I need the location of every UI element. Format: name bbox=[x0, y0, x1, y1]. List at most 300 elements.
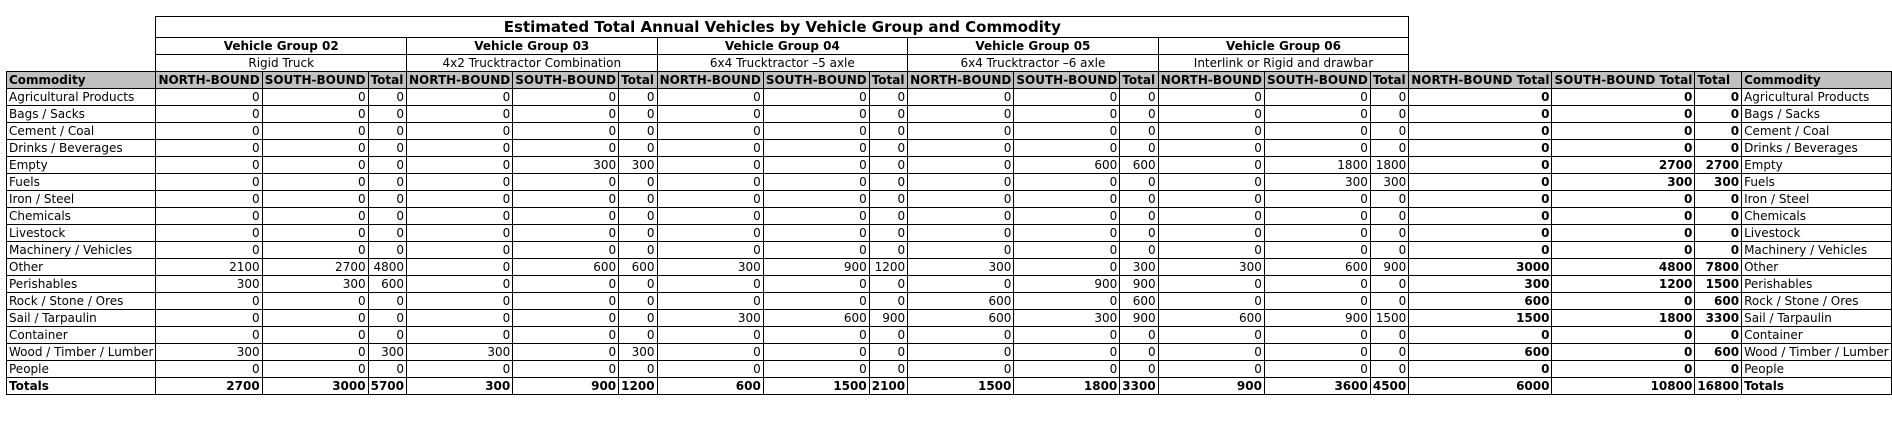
value-cell: 0 bbox=[1158, 157, 1264, 174]
summary-total-cell: 0 bbox=[1552, 140, 1695, 157]
vehicle-commodity-table bbox=[6, 16, 1892, 395]
value-cell: 0 bbox=[156, 106, 262, 123]
value-cell: 0 bbox=[262, 361, 368, 378]
value-cell: 0 bbox=[763, 327, 869, 344]
value-cell: 0 bbox=[513, 276, 619, 293]
summary-total-cell: 10800 bbox=[1552, 378, 1695, 395]
value-cell: 0 bbox=[1264, 106, 1370, 123]
value-cell: 0 bbox=[1370, 361, 1408, 378]
value-cell: 0 bbox=[763, 225, 869, 242]
value-cell: 0 bbox=[908, 276, 1014, 293]
summary-total-cell: 2700 bbox=[1695, 157, 1742, 174]
value-cell: 0 bbox=[513, 361, 619, 378]
value-cell: 0 bbox=[407, 140, 513, 157]
value-cell: 0 bbox=[1014, 242, 1120, 259]
value-cell: 0 bbox=[619, 106, 657, 123]
value-cell: 0 bbox=[1158, 361, 1264, 378]
value-cell: 0 bbox=[619, 276, 657, 293]
column-header-commodity: Commodity bbox=[7, 72, 156, 89]
value-cell: 0 bbox=[156, 89, 262, 106]
value-cell: 0 bbox=[763, 242, 869, 259]
value-cell: 0 bbox=[869, 106, 907, 123]
value-cell: 0 bbox=[1120, 123, 1158, 140]
value-cell: 0 bbox=[619, 327, 657, 344]
value-cell: 0 bbox=[1370, 106, 1408, 123]
value-cell: 0 bbox=[1158, 225, 1264, 242]
value-cell: 300 bbox=[262, 276, 368, 293]
value-cell: 0 bbox=[657, 344, 763, 361]
value-cell: 0 bbox=[657, 327, 763, 344]
value-cell: 0 bbox=[869, 344, 907, 361]
value-cell: 0 bbox=[513, 310, 619, 327]
commodity-cell: Machinery / Vehicles bbox=[7, 242, 156, 259]
summary-total-cell: 4800 bbox=[1552, 259, 1695, 276]
value-cell: 0 bbox=[657, 361, 763, 378]
vehicle-group-description: 6x4 Trucktractor –6 axle bbox=[908, 55, 1159, 72]
value-cell: 0 bbox=[156, 225, 262, 242]
value-cell: 2100 bbox=[156, 259, 262, 276]
summary-total-cell: 0 bbox=[1695, 225, 1742, 242]
value-cell: 0 bbox=[869, 276, 907, 293]
column-header-northbound: NORTH-BOUND bbox=[908, 72, 1014, 89]
value-cell: 0 bbox=[368, 174, 406, 191]
column-header-commodity-right: Commodity bbox=[1742, 72, 1891, 89]
summary-total-cell: 0 bbox=[1695, 327, 1742, 344]
value-cell: 0 bbox=[1014, 208, 1120, 225]
table-row bbox=[7, 106, 1892, 123]
value-cell: 900 bbox=[1120, 310, 1158, 327]
value-cell: 0 bbox=[156, 208, 262, 225]
value-cell: 0 bbox=[156, 327, 262, 344]
value-cell: 300 bbox=[1264, 174, 1370, 191]
value-cell: 0 bbox=[869, 225, 907, 242]
vehicle-group-name: Vehicle Group 04 bbox=[657, 38, 908, 55]
column-header-total: Total bbox=[368, 72, 406, 89]
value-cell: 300 bbox=[156, 344, 262, 361]
value-cell: 0 bbox=[513, 327, 619, 344]
summary-total-cell: 0 bbox=[1409, 89, 1552, 106]
summary-total-cell: 0 bbox=[1695, 361, 1742, 378]
value-cell: 0 bbox=[513, 344, 619, 361]
value-cell: 300 bbox=[1120, 259, 1158, 276]
value-cell: 0 bbox=[1370, 123, 1408, 140]
summary-total-cell: 0 bbox=[1695, 242, 1742, 259]
column-header-northbound: NORTH-BOUND bbox=[407, 72, 513, 89]
value-cell: 0 bbox=[908, 208, 1014, 225]
value-cell: 0 bbox=[1158, 293, 1264, 310]
value-cell: 1200 bbox=[619, 378, 657, 395]
value-cell: 900 bbox=[1014, 276, 1120, 293]
value-cell: 0 bbox=[1014, 106, 1120, 123]
summary-total-cell: 0 bbox=[1552, 191, 1695, 208]
blank-cell bbox=[7, 17, 156, 38]
commodity-cell-right: Agricultural Products bbox=[1742, 89, 1891, 106]
value-cell: 0 bbox=[763, 293, 869, 310]
commodity-cell: Fuels bbox=[7, 174, 156, 191]
table-row bbox=[7, 89, 1892, 106]
value-cell: 0 bbox=[1264, 344, 1370, 361]
column-header-total: Total bbox=[869, 72, 907, 89]
commodity-cell: Totals bbox=[7, 378, 156, 395]
value-cell: 0 bbox=[262, 225, 368, 242]
commodity-cell-right: Chemicals bbox=[1742, 208, 1891, 225]
summary-total-cell: 0 bbox=[1409, 327, 1552, 344]
value-cell: 0 bbox=[1158, 276, 1264, 293]
summary-total-cell: 1500 bbox=[1695, 276, 1742, 293]
commodity-cell: Sail / Tarpaulin bbox=[7, 310, 156, 327]
value-cell: 300 bbox=[407, 344, 513, 361]
value-cell: 0 bbox=[156, 310, 262, 327]
value-cell: 300 bbox=[368, 344, 406, 361]
value-cell: 300 bbox=[619, 344, 657, 361]
value-cell: 0 bbox=[407, 293, 513, 310]
summary-total-cell: 0 bbox=[1552, 225, 1695, 242]
summary-total-cell: 0 bbox=[1552, 344, 1695, 361]
summary-total-cell: 0 bbox=[1409, 140, 1552, 157]
summary-total-cell: 0 bbox=[1552, 293, 1695, 310]
value-cell: 600 bbox=[619, 259, 657, 276]
commodity-cell: Drinks / Beverages bbox=[7, 140, 156, 157]
value-cell: 600 bbox=[1264, 259, 1370, 276]
value-cell: 0 bbox=[763, 106, 869, 123]
column-header-southbound-total: SOUTH-BOUND Total bbox=[1552, 72, 1695, 89]
value-cell: 0 bbox=[368, 89, 406, 106]
value-cell: 0 bbox=[763, 157, 869, 174]
value-cell: 0 bbox=[908, 157, 1014, 174]
commodity-cell: Iron / Steel bbox=[7, 191, 156, 208]
commodity-cell-right: Container bbox=[1742, 327, 1891, 344]
value-cell: 0 bbox=[908, 361, 1014, 378]
column-header-northbound: NORTH-BOUND bbox=[657, 72, 763, 89]
summary-total-cell: 0 bbox=[1695, 89, 1742, 106]
value-cell: 0 bbox=[908, 174, 1014, 191]
value-cell: 0 bbox=[763, 123, 869, 140]
vehicle-group-name: Vehicle Group 02 bbox=[156, 38, 407, 55]
value-cell: 1800 bbox=[1014, 378, 1120, 395]
value-cell: 0 bbox=[1120, 344, 1158, 361]
value-cell: 0 bbox=[1370, 225, 1408, 242]
value-cell: 0 bbox=[657, 242, 763, 259]
value-cell: 0 bbox=[1264, 293, 1370, 310]
summary-total-cell: 0 bbox=[1552, 361, 1695, 378]
value-cell: 0 bbox=[619, 140, 657, 157]
summary-total-cell: 0 bbox=[1695, 140, 1742, 157]
summary-total-cell: 0 bbox=[1409, 174, 1552, 191]
summary-total-cell: 300 bbox=[1552, 174, 1695, 191]
summary-total-cell: 0 bbox=[1409, 123, 1552, 140]
summary-total-cell: 0 bbox=[1409, 106, 1552, 123]
blank-cell bbox=[1409, 55, 1891, 72]
commodity-cell: Other bbox=[7, 259, 156, 276]
vehicle-group-description: Rigid Truck bbox=[156, 55, 407, 72]
value-cell: 0 bbox=[1014, 361, 1120, 378]
value-cell: 0 bbox=[763, 89, 869, 106]
value-cell: 0 bbox=[1264, 276, 1370, 293]
commodity-cell: Bags / Sacks bbox=[7, 106, 156, 123]
summary-total-cell: 0 bbox=[1409, 157, 1552, 174]
summary-total-cell: 0 bbox=[1409, 242, 1552, 259]
value-cell: 600 bbox=[763, 310, 869, 327]
value-cell: 0 bbox=[869, 123, 907, 140]
value-cell: 0 bbox=[869, 361, 907, 378]
value-cell: 2700 bbox=[262, 259, 368, 276]
blank-cell bbox=[7, 38, 156, 55]
value-cell: 3000 bbox=[262, 378, 368, 395]
vehicle-group-name: Vehicle Group 06 bbox=[1158, 38, 1409, 55]
summary-total-cell: 0 bbox=[1552, 89, 1695, 106]
column-header-southbound: SOUTH-BOUND bbox=[1014, 72, 1120, 89]
value-cell: 0 bbox=[657, 157, 763, 174]
commodity-cell: Agricultural Products bbox=[7, 89, 156, 106]
value-cell: 600 bbox=[1120, 293, 1158, 310]
value-cell: 600 bbox=[657, 378, 763, 395]
value-cell: 0 bbox=[657, 89, 763, 106]
value-cell: 1800 bbox=[1264, 157, 1370, 174]
commodity-cell: Rock / Stone / Ores bbox=[7, 293, 156, 310]
commodity-cell: Chemicals bbox=[7, 208, 156, 225]
commodity-cell-right: Empty bbox=[1742, 157, 1891, 174]
value-cell: 300 bbox=[156, 276, 262, 293]
value-cell: 0 bbox=[1264, 191, 1370, 208]
value-cell: 0 bbox=[407, 191, 513, 208]
value-cell: 0 bbox=[407, 208, 513, 225]
commodity-cell: Wood / Timber / Lumber bbox=[7, 344, 156, 361]
value-cell: 0 bbox=[869, 174, 907, 191]
value-cell: 0 bbox=[908, 106, 1014, 123]
value-cell: 0 bbox=[1014, 89, 1120, 106]
value-cell: 0 bbox=[513, 208, 619, 225]
commodity-cell: Livestock bbox=[7, 225, 156, 242]
value-cell: 0 bbox=[513, 123, 619, 140]
value-cell: 2700 bbox=[156, 378, 262, 395]
value-cell: 0 bbox=[1120, 208, 1158, 225]
table-row bbox=[7, 123, 1892, 140]
value-cell: 0 bbox=[657, 174, 763, 191]
value-cell: 0 bbox=[1120, 327, 1158, 344]
value-cell: 0 bbox=[156, 293, 262, 310]
summary-total-cell: 3300 bbox=[1695, 310, 1742, 327]
value-cell: 0 bbox=[1014, 293, 1120, 310]
value-cell: 300 bbox=[513, 157, 619, 174]
value-cell: 3300 bbox=[1120, 378, 1158, 395]
summary-total-cell: 0 bbox=[1409, 191, 1552, 208]
value-cell: 300 bbox=[1158, 259, 1264, 276]
value-cell: 0 bbox=[908, 344, 1014, 361]
value-cell: 0 bbox=[407, 276, 513, 293]
value-cell: 0 bbox=[657, 140, 763, 157]
value-cell: 0 bbox=[156, 361, 262, 378]
value-cell: 300 bbox=[407, 378, 513, 395]
value-cell: 0 bbox=[869, 327, 907, 344]
value-cell: 0 bbox=[513, 225, 619, 242]
value-cell: 1200 bbox=[869, 259, 907, 276]
summary-total-cell: 2700 bbox=[1552, 157, 1695, 174]
commodity-cell-right: Livestock bbox=[1742, 225, 1891, 242]
value-cell: 0 bbox=[657, 191, 763, 208]
value-cell: 0 bbox=[368, 310, 406, 327]
value-cell: 0 bbox=[619, 123, 657, 140]
blank-cell bbox=[1409, 17, 1891, 38]
summary-total-cell: 0 bbox=[1552, 208, 1695, 225]
value-cell: 0 bbox=[407, 123, 513, 140]
value-cell: 0 bbox=[262, 106, 368, 123]
commodity-cell: Empty bbox=[7, 157, 156, 174]
column-header-southbound: SOUTH-BOUND bbox=[262, 72, 368, 89]
value-cell: 0 bbox=[1120, 191, 1158, 208]
summary-total-cell: 0 bbox=[1552, 123, 1695, 140]
value-cell: 0 bbox=[619, 361, 657, 378]
column-header-total: Total bbox=[1370, 72, 1408, 89]
value-cell: 0 bbox=[763, 344, 869, 361]
value-cell: 0 bbox=[1014, 174, 1120, 191]
value-cell: 1500 bbox=[763, 378, 869, 395]
value-cell: 0 bbox=[1370, 276, 1408, 293]
value-cell: 0 bbox=[368, 225, 406, 242]
commodity-cell-right: Iron / Steel bbox=[1742, 191, 1891, 208]
value-cell: 0 bbox=[1014, 191, 1120, 208]
value-cell: 2100 bbox=[869, 378, 907, 395]
value-cell: 0 bbox=[1158, 123, 1264, 140]
commodity-cell-right: Fuels bbox=[1742, 174, 1891, 191]
commodity-cell-right: Perishables bbox=[1742, 276, 1891, 293]
value-cell: 0 bbox=[1264, 208, 1370, 225]
table-row bbox=[7, 259, 1892, 276]
value-cell: 0 bbox=[1158, 89, 1264, 106]
value-cell: 0 bbox=[1370, 327, 1408, 344]
value-cell: 0 bbox=[763, 361, 869, 378]
summary-total-cell: 600 bbox=[1409, 344, 1552, 361]
value-cell: 900 bbox=[513, 378, 619, 395]
value-cell: 900 bbox=[1264, 310, 1370, 327]
table-row bbox=[7, 310, 1892, 327]
value-cell: 0 bbox=[1014, 259, 1120, 276]
value-cell: 0 bbox=[908, 327, 1014, 344]
commodity-cell: Container bbox=[7, 327, 156, 344]
value-cell: 0 bbox=[262, 123, 368, 140]
summary-total-cell: 300 bbox=[1409, 276, 1552, 293]
value-cell: 600 bbox=[908, 310, 1014, 327]
value-cell: 0 bbox=[262, 310, 368, 327]
value-cell: 0 bbox=[1014, 123, 1120, 140]
value-cell: 0 bbox=[513, 242, 619, 259]
commodity-cell-right: Bags / Sacks bbox=[1742, 106, 1891, 123]
value-cell: 0 bbox=[156, 140, 262, 157]
column-header-grand-total: Total bbox=[1695, 72, 1742, 89]
value-cell: 0 bbox=[1120, 106, 1158, 123]
value-cell: 0 bbox=[513, 140, 619, 157]
value-cell: 600 bbox=[1014, 157, 1120, 174]
value-cell: 0 bbox=[156, 123, 262, 140]
value-cell: 0 bbox=[908, 225, 1014, 242]
value-cell: 0 bbox=[407, 259, 513, 276]
value-cell: 0 bbox=[619, 293, 657, 310]
value-cell: 0 bbox=[368, 242, 406, 259]
value-cell: 0 bbox=[763, 174, 869, 191]
value-cell: 0 bbox=[619, 89, 657, 106]
value-cell: 4800 bbox=[368, 259, 406, 276]
value-cell: 0 bbox=[1158, 344, 1264, 361]
value-cell: 0 bbox=[407, 310, 513, 327]
value-cell: 0 bbox=[513, 293, 619, 310]
value-cell: 0 bbox=[1014, 140, 1120, 157]
value-cell: 300 bbox=[1370, 174, 1408, 191]
value-cell: 0 bbox=[1120, 225, 1158, 242]
value-cell: 0 bbox=[619, 208, 657, 225]
value-cell: 0 bbox=[368, 208, 406, 225]
value-cell: 0 bbox=[1120, 242, 1158, 259]
summary-total-cell: 7800 bbox=[1695, 259, 1742, 276]
value-cell: 0 bbox=[1264, 225, 1370, 242]
value-cell: 0 bbox=[407, 225, 513, 242]
value-cell: 0 bbox=[1370, 242, 1408, 259]
value-cell: 0 bbox=[1264, 89, 1370, 106]
value-cell: 0 bbox=[262, 89, 368, 106]
table-row bbox=[7, 327, 1892, 344]
value-cell: 0 bbox=[1158, 242, 1264, 259]
value-cell: 0 bbox=[1370, 344, 1408, 361]
value-cell: 0 bbox=[869, 157, 907, 174]
commodity-cell: Perishables bbox=[7, 276, 156, 293]
column-header-total: Total bbox=[1120, 72, 1158, 89]
value-cell: 0 bbox=[657, 123, 763, 140]
table-title: Estimated Total Annual Vehicles by Vehicle Group and Commodity bbox=[156, 17, 1409, 38]
table-row bbox=[7, 191, 1892, 208]
value-cell: 0 bbox=[262, 157, 368, 174]
value-cell: 0 bbox=[1120, 89, 1158, 106]
commodity-cell-right: Cement / Coal bbox=[1742, 123, 1891, 140]
value-cell: 0 bbox=[1370, 208, 1408, 225]
value-cell: 0 bbox=[1264, 242, 1370, 259]
value-cell: 0 bbox=[1158, 106, 1264, 123]
value-cell: 5700 bbox=[368, 378, 406, 395]
column-header-northbound: NORTH-BOUND bbox=[1158, 72, 1264, 89]
value-cell: 0 bbox=[368, 123, 406, 140]
table-row bbox=[7, 276, 1892, 293]
value-cell: 0 bbox=[513, 191, 619, 208]
value-cell: 0 bbox=[1014, 327, 1120, 344]
summary-total-cell: 0 bbox=[1695, 191, 1742, 208]
vehicle-group-description: 6x4 Trucktractor –5 axle bbox=[657, 55, 908, 72]
value-cell: 0 bbox=[262, 293, 368, 310]
value-cell: 0 bbox=[869, 242, 907, 259]
value-cell: 4500 bbox=[1370, 378, 1408, 395]
summary-total-cell: 0 bbox=[1695, 208, 1742, 225]
value-cell: 0 bbox=[407, 242, 513, 259]
value-cell: 0 bbox=[1264, 361, 1370, 378]
value-cell: 0 bbox=[1158, 174, 1264, 191]
value-cell: 0 bbox=[1264, 140, 1370, 157]
blank-cell bbox=[7, 55, 156, 72]
value-cell: 1500 bbox=[1370, 310, 1408, 327]
summary-total-cell: 0 bbox=[1552, 327, 1695, 344]
vehicle-group-description: 4x2 Trucktractor Combination bbox=[407, 55, 658, 72]
value-cell: 0 bbox=[368, 361, 406, 378]
value-cell: 0 bbox=[368, 157, 406, 174]
value-cell: 0 bbox=[1370, 293, 1408, 310]
value-cell: 3600 bbox=[1264, 378, 1370, 395]
summary-total-cell: 0 bbox=[1552, 242, 1695, 259]
table-row bbox=[7, 157, 1892, 174]
value-cell: 0 bbox=[657, 293, 763, 310]
value-cell: 0 bbox=[368, 191, 406, 208]
summary-total-cell: 0 bbox=[1695, 106, 1742, 123]
value-cell: 0 bbox=[763, 191, 869, 208]
value-cell: 0 bbox=[262, 327, 368, 344]
summary-total-cell: 0 bbox=[1409, 225, 1552, 242]
value-cell: 0 bbox=[1120, 140, 1158, 157]
value-cell: 0 bbox=[156, 242, 262, 259]
value-cell: 0 bbox=[1370, 191, 1408, 208]
